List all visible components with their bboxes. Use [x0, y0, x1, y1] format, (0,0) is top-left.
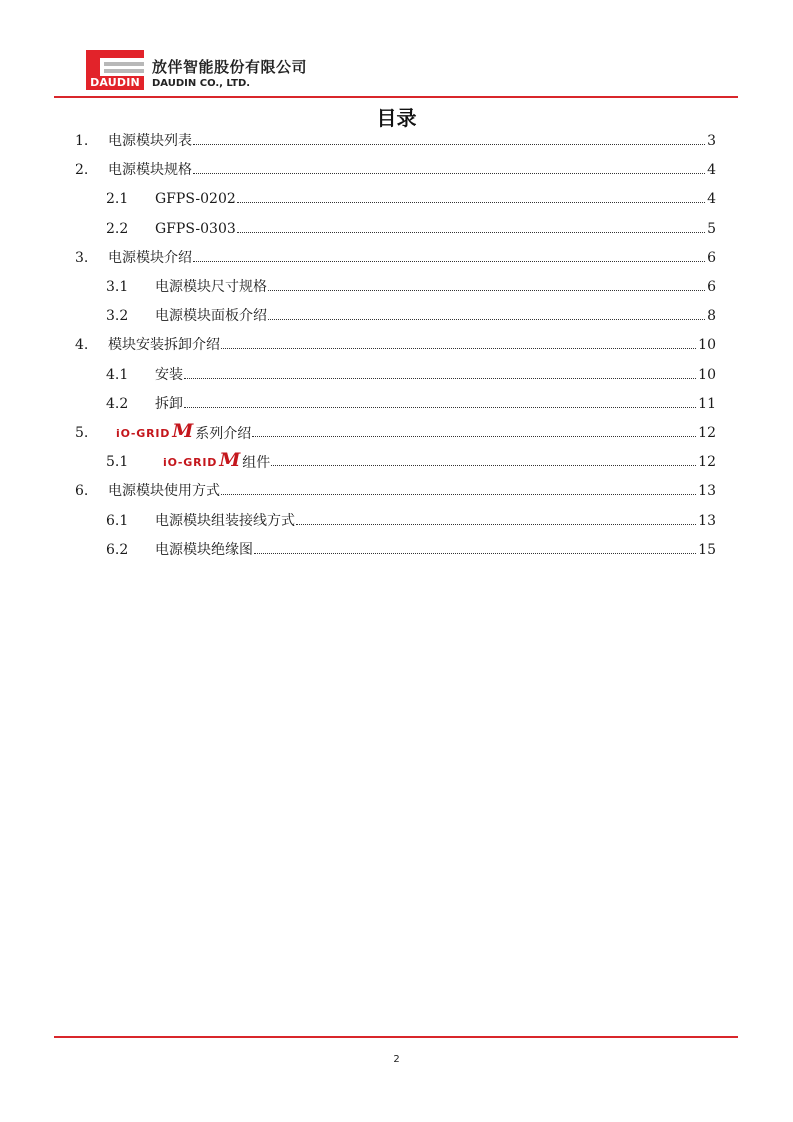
header-divider [54, 96, 738, 98]
toc-leader-dots [237, 232, 705, 233]
company-name-en: DAUDIN CO., LTD. [152, 78, 251, 89]
toc-entry-page: 8 [707, 308, 716, 325]
toc-leader-dots [221, 494, 696, 495]
toc-entry[interactable] [0, 276, 793, 298]
toc-entry-number: 6.1 [106, 512, 129, 529]
toc-leader-dots [184, 407, 696, 408]
toc-entry-number: 5.1 [106, 454, 129, 471]
toc-entry-text: 模块安装拆卸介绍 [108, 337, 220, 354]
io-grid-m-logo [116, 422, 193, 445]
toc-entry-number: 2.1 [106, 191, 129, 208]
toc-entry-number: 6. [75, 483, 89, 500]
toc-entry[interactable] [0, 510, 793, 532]
toc-entry[interactable] [0, 130, 793, 152]
toc-entry-number: 3.1 [106, 279, 129, 295]
toc-entry-title [155, 510, 295, 532]
toc-entry-title [108, 130, 192, 152]
toc-entry-text: 安装 [155, 366, 183, 383]
toc-leader-dots [193, 261, 705, 262]
toc-entry-text: 组件 [242, 454, 271, 471]
toc-entry[interactable] [0, 218, 793, 240]
toc-entry-title [155, 188, 236, 210]
toc-entry[interactable] [0, 393, 793, 415]
toc-entry-title [108, 159, 192, 181]
toc-entry-title [155, 539, 253, 561]
toc-leader-dots [184, 378, 696, 379]
toc-entry[interactable] [0, 334, 793, 356]
logo-text: DAUDIN [86, 76, 144, 90]
toc-entry-number: 2. [75, 162, 89, 179]
toc-entry-number: 2.2 [106, 220, 129, 237]
toc-entry-number: 3.2 [106, 308, 129, 325]
toc-leader-dots [254, 553, 696, 554]
toc-title: 目录 [376, 106, 417, 130]
toc-entry-text: 电源模块规格 [108, 162, 192, 179]
toc-entry-title [163, 451, 270, 474]
toc-leader-dots [271, 465, 696, 466]
brand-io-grid: iO-GRID [163, 456, 218, 470]
toc-entry-text: 电源模块使用方式 [108, 483, 220, 500]
io-grid-m-logo [163, 451, 240, 474]
toc-leader-dots [237, 202, 705, 203]
brand-m: M [172, 420, 194, 442]
toc-entry-number: 4. [75, 337, 89, 354]
toc-leader-dots [268, 290, 705, 291]
toc-entry[interactable] [0, 480, 793, 502]
toc-entry-title [155, 276, 267, 298]
toc-entry-number: 4.2 [106, 395, 129, 412]
toc-entry-number: 5. [75, 425, 89, 441]
toc-leader-dots [193, 173, 705, 174]
toc-entry-number: 4.1 [106, 366, 129, 383]
toc-entry-title [155, 364, 183, 386]
toc-entry-page: 13 [698, 512, 716, 529]
toc-entry[interactable] [0, 451, 793, 473]
brand-io-grid: iO-GRID [116, 427, 171, 440]
toc-entry[interactable] [0, 422, 793, 444]
toc-entry-title [108, 480, 220, 502]
toc-entry-page: 10 [698, 337, 716, 354]
toc-entry-text: 电源模块组装接线方式 [155, 512, 295, 529]
toc-entry-page: 4 [707, 162, 716, 179]
toc-entry-text: 拆卸 [155, 395, 183, 412]
page-header [86, 50, 746, 94]
toc-entry-page: 3 [707, 133, 716, 149]
company-name-cn: 放伴智能股份有限公司 [152, 58, 308, 76]
footer-divider [54, 1036, 738, 1038]
toc-entry-text: 电源模块绝缘图 [155, 541, 253, 558]
toc-entry[interactable] [0, 539, 793, 561]
toc-entry-page: 6 [707, 249, 716, 266]
toc-entry-page: 10 [698, 366, 716, 383]
toc-entry-page: 5 [707, 220, 716, 237]
toc-entry-text: 电源模块列表 [108, 133, 192, 149]
toc-entry-text: GFPS-0303 [155, 220, 236, 237]
toc-entry-page: 12 [698, 425, 716, 441]
toc-entry-page: 15 [698, 541, 716, 558]
toc-entry-text: 系列介绍 [195, 425, 252, 442]
toc-entry[interactable] [0, 188, 793, 210]
toc-entry-page: 12 [698, 454, 716, 471]
toc-leader-dots [296, 524, 696, 525]
toc-leader-dots [193, 144, 705, 145]
brand-m: M [219, 449, 241, 472]
toc-entry[interactable] [0, 159, 793, 181]
toc-entry-title [116, 422, 251, 445]
toc-entry-number: 1. [75, 133, 89, 149]
toc-entry-page: 13 [698, 483, 716, 500]
toc-entry[interactable] [0, 305, 793, 327]
toc-entry-text: GFPS-0202 [155, 191, 236, 208]
toc-entry-title [108, 247, 192, 269]
toc-leader-dots [252, 436, 696, 437]
toc-entry-page: 4 [707, 191, 716, 208]
toc-entry[interactable] [0, 247, 793, 269]
page-number: 2 [393, 1054, 400, 1065]
toc-entry-title [108, 334, 220, 356]
toc-entry-number: 6.2 [106, 541, 129, 558]
toc-leader-dots [268, 319, 705, 320]
toc-entry-number: 3. [75, 249, 89, 266]
toc-entry-title [155, 305, 267, 327]
toc-entry-title [155, 218, 236, 240]
toc-entry-text: 电源模块介绍 [108, 249, 192, 266]
toc-entry[interactable] [0, 364, 793, 386]
toc-entry-text: 电源模块尺寸规格 [155, 279, 267, 295]
toc-entry-page: 6 [707, 279, 716, 295]
toc-entry-text: 电源模块面板介绍 [155, 308, 267, 325]
toc-entry-title [155, 393, 183, 415]
toc-leader-dots [221, 348, 696, 349]
toc-entry-page: 11 [698, 395, 716, 412]
